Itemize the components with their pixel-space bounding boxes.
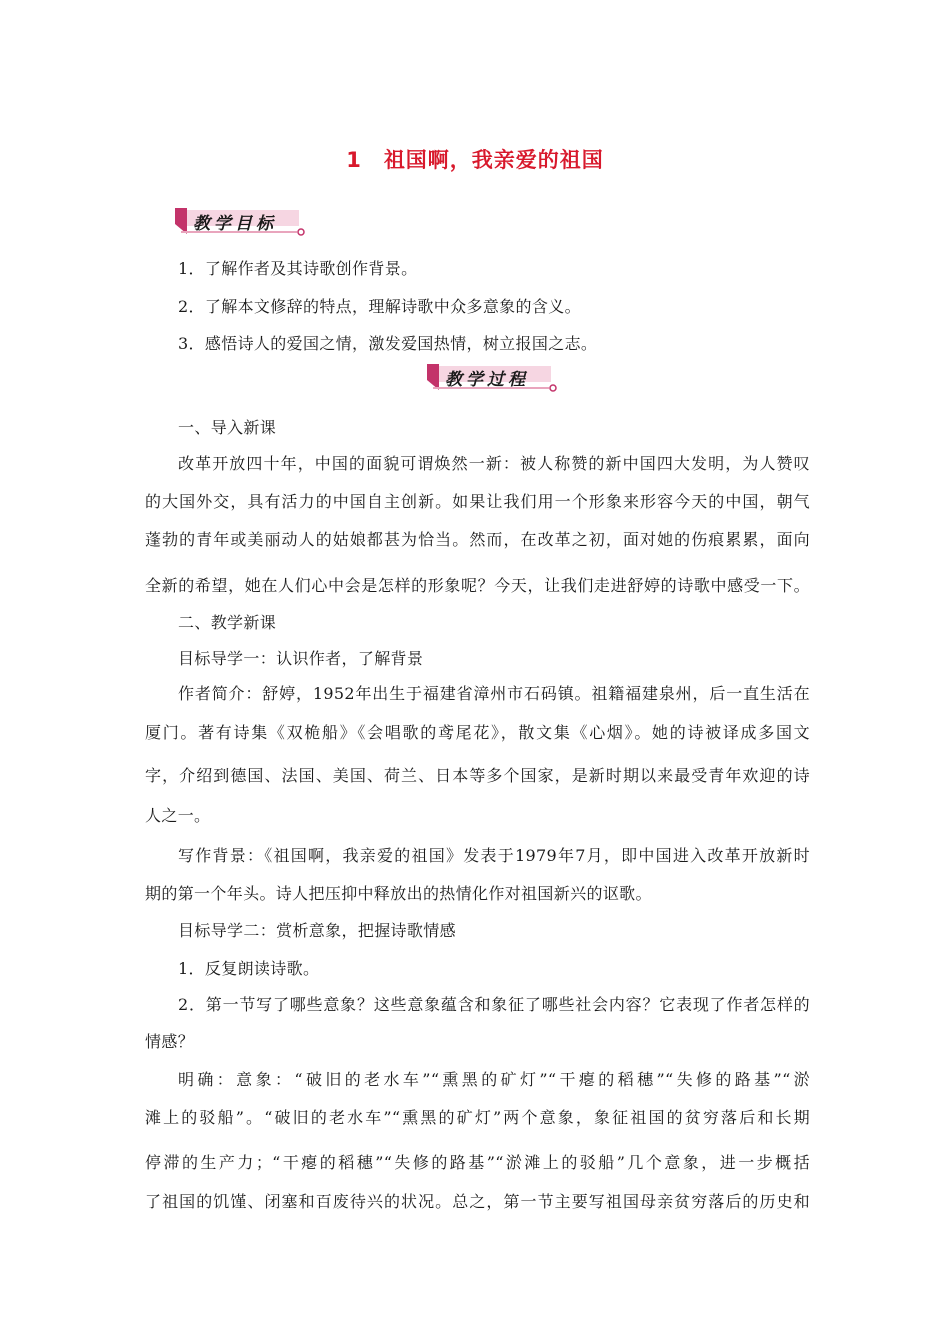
paragraph-line: 期的第一个年头。诗人把压抑中释放出的热情化作对祖国新兴的讴歌。 [145,884,652,903]
paragraph-line: 了祖国的饥馑、闭塞和百废待兴的状况。总之，第一节主要写祖国母亲贫穷落后的历史和 [145,1192,810,1211]
paragraph-line: 的大国外交，具有活力的中国自主创新。如果让我们用一个形象来形容今天的中国，朝气 [145,492,810,511]
objective-item: 3．感悟诗人的爱国之情，激发爱国热情，树立报国之志。 [178,334,598,353]
paragraph-line: 1．反复朗读诗歌。 [178,959,320,978]
paragraph-line: 停滞的生产力；“干瘪的稻穗”“失修的路基”“淤滩上的驳船”几个意象，进一步概括 [145,1153,810,1172]
objectives-heading: 教学目标 [193,214,277,234]
paragraph-line: 写作背景：《祖国啊，我亲爱的祖国》发表于1979年7月，即中国进入改革开放新时 [178,846,810,865]
subsection-heading: 目标导学一：认识作者，了解背景 [178,649,424,668]
paragraph-line: 字，介绍到德国、法国、美国、荷兰、日本等多个国家，是新时期以来最受青年欢迎的诗 [145,766,810,785]
paragraph-line: 厦门。著有诗集《双桅船》《会唱歌的鸢尾花》，散文集《心烟》。她的诗被译成多国文 [145,723,810,742]
lesson-title: 祖国啊，我亲爱的祖国 [383,148,604,172]
subsection-heading: 目标导学二：赏析意象，把握诗歌情感 [178,921,456,940]
objective-item: 1．了解作者及其诗歌创作背景。 [178,259,418,278]
paragraph-line: 滩上的驳船”。“破旧的老水车”“熏黑的矿灯”两个意象，象征祖国的贫穷落后和长期 [145,1108,810,1127]
section-heading: 二、教学新课 [178,613,277,632]
section-heading: 一、导入新课 [178,418,277,437]
paragraph-line: 人之一。 [145,806,211,825]
paragraph-line: 明确：意象：“破旧的老水车”“熏黑的矿灯”“干瘪的稻穗”“失修的路基”“淤 [178,1070,810,1089]
process-banner [425,362,565,392]
paragraph-line: 2．第一节写了哪些意象？这些意象蕴含和象征了哪些社会内容？它表现了作者怎样的 [178,995,810,1014]
paragraph-line: 情感？ [145,1032,195,1051]
paragraph-line: 改革开放四十年，中国的面貌可谓焕然一新：被人称赞的新中国四大发明，为人赞叹 [178,454,810,473]
objectives-banner [173,206,313,236]
process-heading: 教学过程 [445,370,529,390]
lesson-number: 1 [346,148,362,172]
page-title [0,144,950,174]
paragraph-line: 作者简介：舒婷，1952年出生于福建省漳州市石码镇。祖籍福建泉州，后一直生活在 [178,684,810,703]
objective-item: 2．了解本文修辞的特点，理解诗歌中众多意象的含义。 [178,297,581,316]
paragraph-line: 全新的希望，她在人们心中会是怎样的形象呢？今天，让我们走进舒婷的诗歌中感受一下。 [145,576,810,595]
paragraph-line: 蓬勃的青年或美丽动人的姑娘都甚为恰当。然而，在改革之初，面对她的伤痕累累，面向 [145,530,810,549]
